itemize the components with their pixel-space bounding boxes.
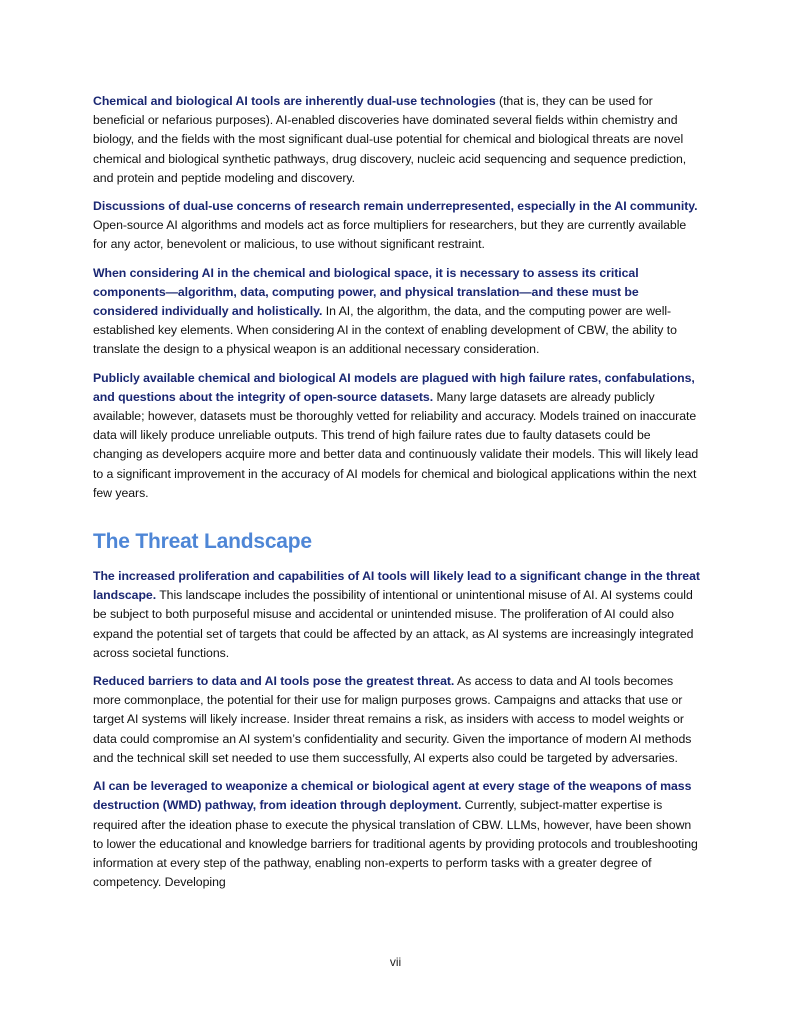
paragraph-lead: Discussions of dual-use concerns of research remain underrepresented, especially in the AI community.: [93, 199, 698, 214]
paragraph-critical-components: [93, 264, 701, 360]
paragraph-lead: The increased proliferation and capabilities of AI tools will likely lead to a significant change in the threat landscape.: [93, 569, 700, 603]
paragraph-body: Open-source AI algorithms and models act as force multipliers for researchers, but they are currently available for any actor, benevolent or malicious, to use without significant restraint.: [93, 218, 687, 252]
paragraph-lead: AI can be leveraged to weaponize a chemical or biological agent at every stage of the weapons of mass destruction (WMD) pathway, from ideation through deployment.: [93, 779, 692, 813]
paragraph-dual-use: [93, 92, 701, 188]
page-body: [93, 92, 701, 901]
paragraph-lead: Reduced barriers to data and AI tools pose the greatest threat.: [93, 674, 455, 689]
paragraph-wmd-pathway: [93, 777, 701, 892]
paragraph-failure-rates: [93, 369, 701, 503]
paragraph-body: This landscape includes the possibility of intentional or unintentional misuse of AI. AI systems could be subject to both purposeful misuse and accidental or unintended misuse. The proliferation of AI could also expand the potential set of targets that could be affected by an attack, as AI systems are increasingly integrated across societal functions.: [93, 588, 694, 660]
paragraph-lead: Publicly available chemical and biological AI models are plagued with high failure rates, confabulations, and questions about the integrity of open-source datasets.: [93, 370, 695, 404]
paragraph-reduced-barriers: [93, 672, 701, 768]
paragraph-lead: When considering AI in the chemical and biological space, it is necessary to assess its critical components—algorithm, data, computing power, and physical translation—and these must be considered individually and holistically.: [93, 265, 639, 319]
paragraph-lead: Chemical and biological AI tools are inherently dual-use technologies: [93, 94, 496, 108]
paragraph-body: As access to data and AI tools becomes more commonplace, the potential for their use for malign purposes grows. Campaigns and attacks that use or target AI systems will likely increase. Insider threat remains a risk, as insiders with access to model weights or data could compromise an AI system’s confidentiality and security. Given the importance of modern AI methods and the technical skill set needed to use them successfully, AI experts also could be targeted by adversaries.: [93, 674, 692, 765]
paragraph-body: Many large datasets are already publicly available; however, datasets must be thoroughly vetted for reliability and accuracy. Models trained on inaccurate data will likely produce unreliable outputs. This trend of high failure rates due to faulty datasets could be changing as developers acquire more and better data and continuously validate their models. This will likely lead to a significant improvement in the accuracy of AI models for chemical and biological applications within the next few years.: [93, 389, 699, 500]
page-number: vii: [389, 955, 402, 969]
section-heading-threat-landscape: The Threat Landscape: [93, 530, 312, 554]
paragraph-body: (that is, they can be used for beneficial or nefarious purposes). AI-enabled discoveries have dominated several fields within chemistry and biology, and the fields with the most significant dual-use potential for chemical and biological threats are novel chemical and biological synthetic pathways, drug discovery, nucleic acid sequencing and sequence prediction, and protein and peptide modeling and discovery.: [93, 94, 687, 185]
paragraph-body: Currently, subject-matter expertise is required after the ideation phase to execute the physical translation of CBW. LLMs, however, have been shown to lower the educational and knowledge barriers for traditional agents by providing protocols and troubleshooting information at every step of the pathway, enabling non-experts to perform tasks with a greater degree of competency. Developing: [93, 798, 698, 890]
paragraph-body: In AI, the algorithm, the data, and the computing power are well-established key elements. When considering AI in the context of enabling development of CBW, the ability to translate the design to a physical weapon is an additional necessary consideration.: [93, 304, 677, 357]
paragraph-proliferation: [93, 567, 701, 663]
paragraph-underrepresented: [93, 197, 701, 255]
